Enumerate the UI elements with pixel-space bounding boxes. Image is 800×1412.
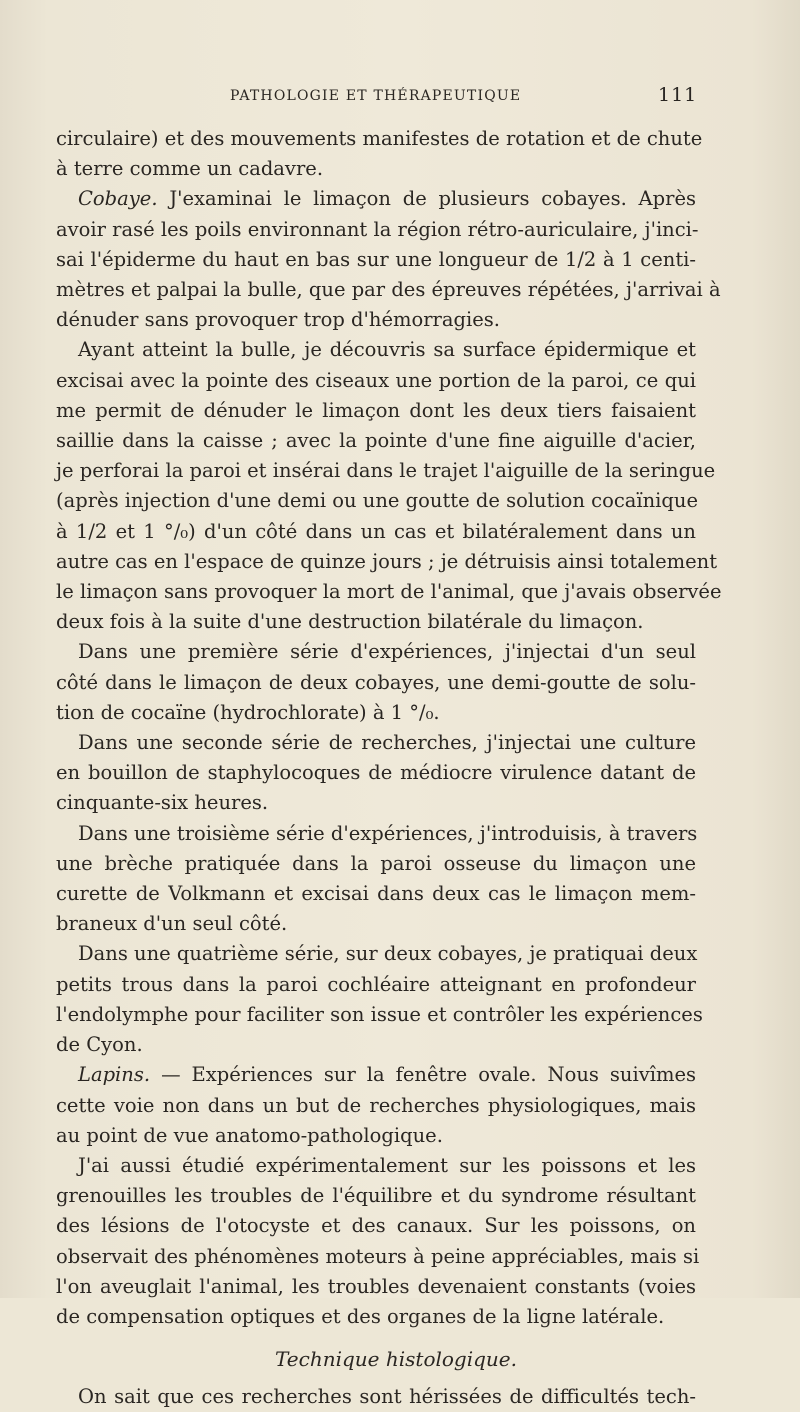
text-line: Dans une troisième série d'expériences, j'introduisis, à travers — [78, 821, 698, 845]
text-line: On sait que ces recherches sont hérissées de difficultés tech- — [78, 1385, 696, 1409]
text-line: je perforai la paroi et insérai dans le trajet l'aiguille de la seringue — [56, 459, 716, 483]
text-line: l'on aveuglait l'animal, les troubles devenaient constants (voies — [56, 1274, 696, 1298]
text-line: mètres et palpai la bulle, que par des épreuves répétées, j'arrivai à — [56, 278, 721, 302]
text-line: observait des phénomènes moteurs à peine appréciables, mais si — [56, 1244, 700, 1268]
text-line: autre cas en l'espace de quinze jours ; je détruisis ainsi totalement — [56, 549, 718, 573]
running-head: PATHOLOGIE ET THÉRAPEUTIQUE — [230, 88, 522, 104]
text-line: Dans une seconde série de recherches, j'injectai une culture — [78, 731, 696, 755]
text-line — [56, 184, 696, 214]
text-line: dénuder sans provoquer trop d'hémorragies. — [56, 308, 500, 332]
page-number: 111 — [658, 84, 698, 106]
emphasis-cobaye: Cobaye. — [78, 187, 158, 211]
text-line-rest: J'examinai le limaçon de plusieurs cobayes. Après — [169, 187, 696, 211]
text-line: en bouillon de staphylocoques de médiocre virulence datant de — [56, 761, 696, 785]
page-header — [56, 84, 696, 110]
text-line: l'endolymphe pour faciliter son issue et contrôler les expériences — [56, 1002, 703, 1026]
text-line: sai l'épiderme du haut en bas sur une longueur de 1/2 à 1 centi- — [56, 247, 696, 271]
text-line: Dans une première série d'expériences, j'injectai d'un seul — [78, 640, 696, 664]
text-line: petits trous dans la paroi cochléaire atteignant en profondeur — [56, 972, 696, 996]
text-line: curette de Volkmann et excisai dans deux cas le limaçon mem- — [56, 882, 696, 906]
text-line: Ayant atteint la bulle, je découvris sa surface épidermique et — [78, 338, 696, 362]
text-line: côté dans le limaçon de deux cobayes, une demi-goutte de solu- — [56, 670, 696, 694]
text-line: circulaire) et des mouvements manifestes de rotation et de chute — [56, 127, 703, 150]
text-line: une brèche pratiquée dans la paroi osseuse du limaçon une — [56, 851, 696, 875]
text-line: à 1/2 et 1 °/₀) d'un côté dans un cas et bilatéralement dans un — [56, 519, 696, 543]
text-line: J'ai aussi étudié expérimentalement sur les poissons et les — [78, 1153, 696, 1177]
text-line: à terre comme un cadavre. — [56, 157, 324, 181]
text-line: me permit de dénuder le limaçon dont les deux tiers faisaient — [56, 398, 696, 422]
emphasis-lapins: Lapins. — [78, 1063, 151, 1087]
text-line: de compensation optiques et des organes de la ligne latérale. — [56, 1304, 665, 1328]
text-line: (après injection d'une demi ou une goutte de solution cocaïnique — [56, 489, 699, 513]
text-line — [56, 1060, 696, 1090]
body-text — [56, 124, 722, 1412]
text-line: cinquante-six heures. — [56, 791, 269, 815]
section-heading: Technique histologique. — [275, 1347, 517, 1372]
text-line: cette voie non dans un but de recherches physiologiques, mais — [56, 1093, 696, 1117]
text-line: braneux d'un seul côté. — [56, 912, 288, 936]
text-line: excisai avec la pointe des ciseaux une portion de la paroi, ce qui — [56, 368, 696, 392]
text-line: saillie dans la caisse ; avec la pointe d'une fine aiguille d'acier, — [56, 429, 696, 453]
text-line: avoir rasé les poils environnant la région rétro-auriculaire, j'inci- — [56, 217, 699, 241]
text-line: grenouilles les troubles de l'équilibre et du syndrome résultant — [56, 1184, 696, 1208]
text-line: de Cyon. — [56, 1033, 143, 1057]
text-line: au point de vue anatomo-pathologique. — [56, 1123, 443, 1147]
text-line: le limaçon sans provoquer la mort de l'animal, que j'avais observée — [56, 580, 722, 604]
text-line: des lésions de l'otocyste et des canaux. Sur les poissons, on — [56, 1214, 696, 1238]
text-line: tion de cocaïne (hydrochlorate) à 1 °/₀. — [56, 700, 440, 724]
text-line: deux fois à la suite d'une destruction bilatérale du limaçon. — [56, 610, 644, 634]
text-line: Dans une quatrième série, sur deux cobayes, je pratiquai deux — [78, 942, 698, 966]
text-line-rest: — Expériences sur la fenêtre ovale. Nous suivîmes — [161, 1063, 696, 1087]
